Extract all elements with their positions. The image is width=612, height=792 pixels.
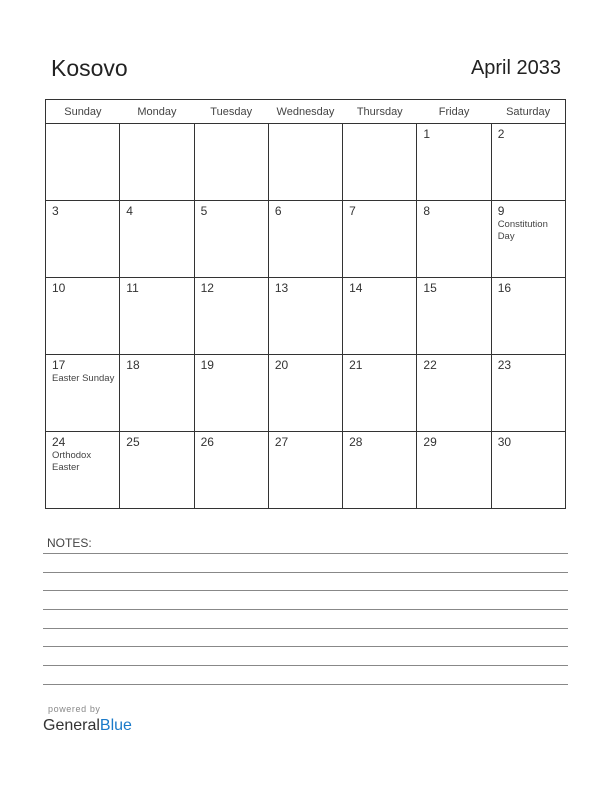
day-cell [491, 278, 565, 355]
day-number: 15 [423, 281, 437, 295]
note-line [43, 665, 568, 666]
weekday-header-row [46, 100, 566, 124]
day-number: 21 [349, 358, 363, 372]
day-cell [120, 124, 194, 201]
day-cell [46, 124, 120, 201]
day-cell [194, 278, 268, 355]
note-line [43, 684, 568, 685]
day-cell [46, 432, 120, 509]
day-number: 18 [126, 358, 140, 372]
weekday-header: Monday [120, 100, 194, 124]
brand-general: General [43, 717, 100, 734]
day-cell [46, 278, 120, 355]
day-cell [491, 432, 565, 509]
day-number: 6 [274, 204, 282, 218]
day-number: 9 [497, 204, 505, 218]
day-cell [120, 432, 194, 509]
day-cell [194, 355, 268, 432]
day-cell [491, 355, 565, 432]
day-number: 23 [497, 358, 512, 372]
day-number: 13 [274, 281, 289, 295]
month-title: April 2033 [470, 57, 561, 79]
day-cell [268, 124, 342, 201]
note-line [43, 609, 568, 610]
day-number: 28 [349, 435, 363, 449]
weekday-header: Saturday [491, 100, 565, 124]
note-line [43, 572, 568, 573]
weekday-header: Thursday [343, 100, 417, 124]
day-cell [343, 432, 417, 509]
weekday-header: Sunday [46, 100, 120, 124]
day-number: 11 [126, 281, 139, 295]
day-number: 10 [52, 281, 66, 295]
day-cell [268, 278, 342, 355]
day-number: 4 [126, 204, 133, 218]
day-cell [268, 355, 342, 432]
week-row [46, 432, 566, 509]
note-line [43, 646, 568, 647]
day-number: 17 [52, 358, 66, 372]
day-cell [417, 432, 491, 509]
day-cell [417, 355, 491, 432]
weekday-header: Wednesday [268, 100, 342, 124]
day-cell [343, 124, 417, 201]
day-number: 24 [52, 435, 66, 449]
holiday-label: Constitution Day [497, 219, 548, 242]
day-cell [417, 124, 491, 201]
day-cell [343, 278, 417, 355]
notes-label: NOTES: [47, 536, 92, 550]
generalblue-logo [43, 717, 132, 735]
holiday-label: Easter Sunday [52, 373, 115, 384]
day-number: 29 [423, 435, 437, 449]
note-line [43, 590, 568, 591]
note-line [43, 628, 568, 629]
calendar-grid [45, 99, 566, 509]
day-number: 27 [274, 435, 289, 449]
day-number: 14 [349, 281, 363, 295]
week-row [46, 355, 566, 432]
day-cell [417, 278, 491, 355]
day-number: 16 [497, 281, 512, 295]
holiday-label: Orthodox Easter [52, 450, 92, 473]
day-number: 3 [52, 204, 59, 218]
day-number: 30 [497, 435, 512, 449]
week-row [46, 278, 566, 355]
day-number: 19 [200, 358, 214, 372]
day-number: 12 [200, 281, 214, 295]
day-cell [194, 124, 268, 201]
day-number: 7 [349, 204, 356, 218]
day-number: 8 [423, 204, 431, 218]
week-row [46, 124, 566, 201]
day-cell [194, 201, 268, 278]
powered-by-text: powered by [48, 704, 101, 714]
week-row [46, 201, 566, 278]
day-cell [46, 201, 120, 278]
day-number: 1 [423, 127, 431, 141]
day-number: 26 [200, 435, 214, 449]
day-cell [343, 355, 417, 432]
day-cell [194, 432, 268, 509]
weekday-header: Friday [417, 100, 491, 124]
country-title: Kosovo [51, 55, 128, 81]
day-number: 5 [200, 204, 208, 218]
day-number: 25 [126, 435, 140, 449]
day-cell [120, 278, 194, 355]
note-line [43, 553, 568, 554]
day-number: 22 [423, 358, 437, 372]
brand-blue: Blue [99, 717, 132, 734]
day-cell [268, 201, 342, 278]
day-number: 2 [497, 127, 505, 141]
day-cell [343, 201, 417, 278]
day-cell [491, 201, 565, 278]
day-cell [120, 355, 194, 432]
day-cell [491, 124, 565, 201]
day-cell [268, 432, 342, 509]
weekday-header: Tuesday [194, 100, 268, 124]
day-cell [46, 355, 120, 432]
day-number: 20 [274, 358, 289, 372]
day-cell [417, 201, 491, 278]
day-cell [120, 201, 194, 278]
